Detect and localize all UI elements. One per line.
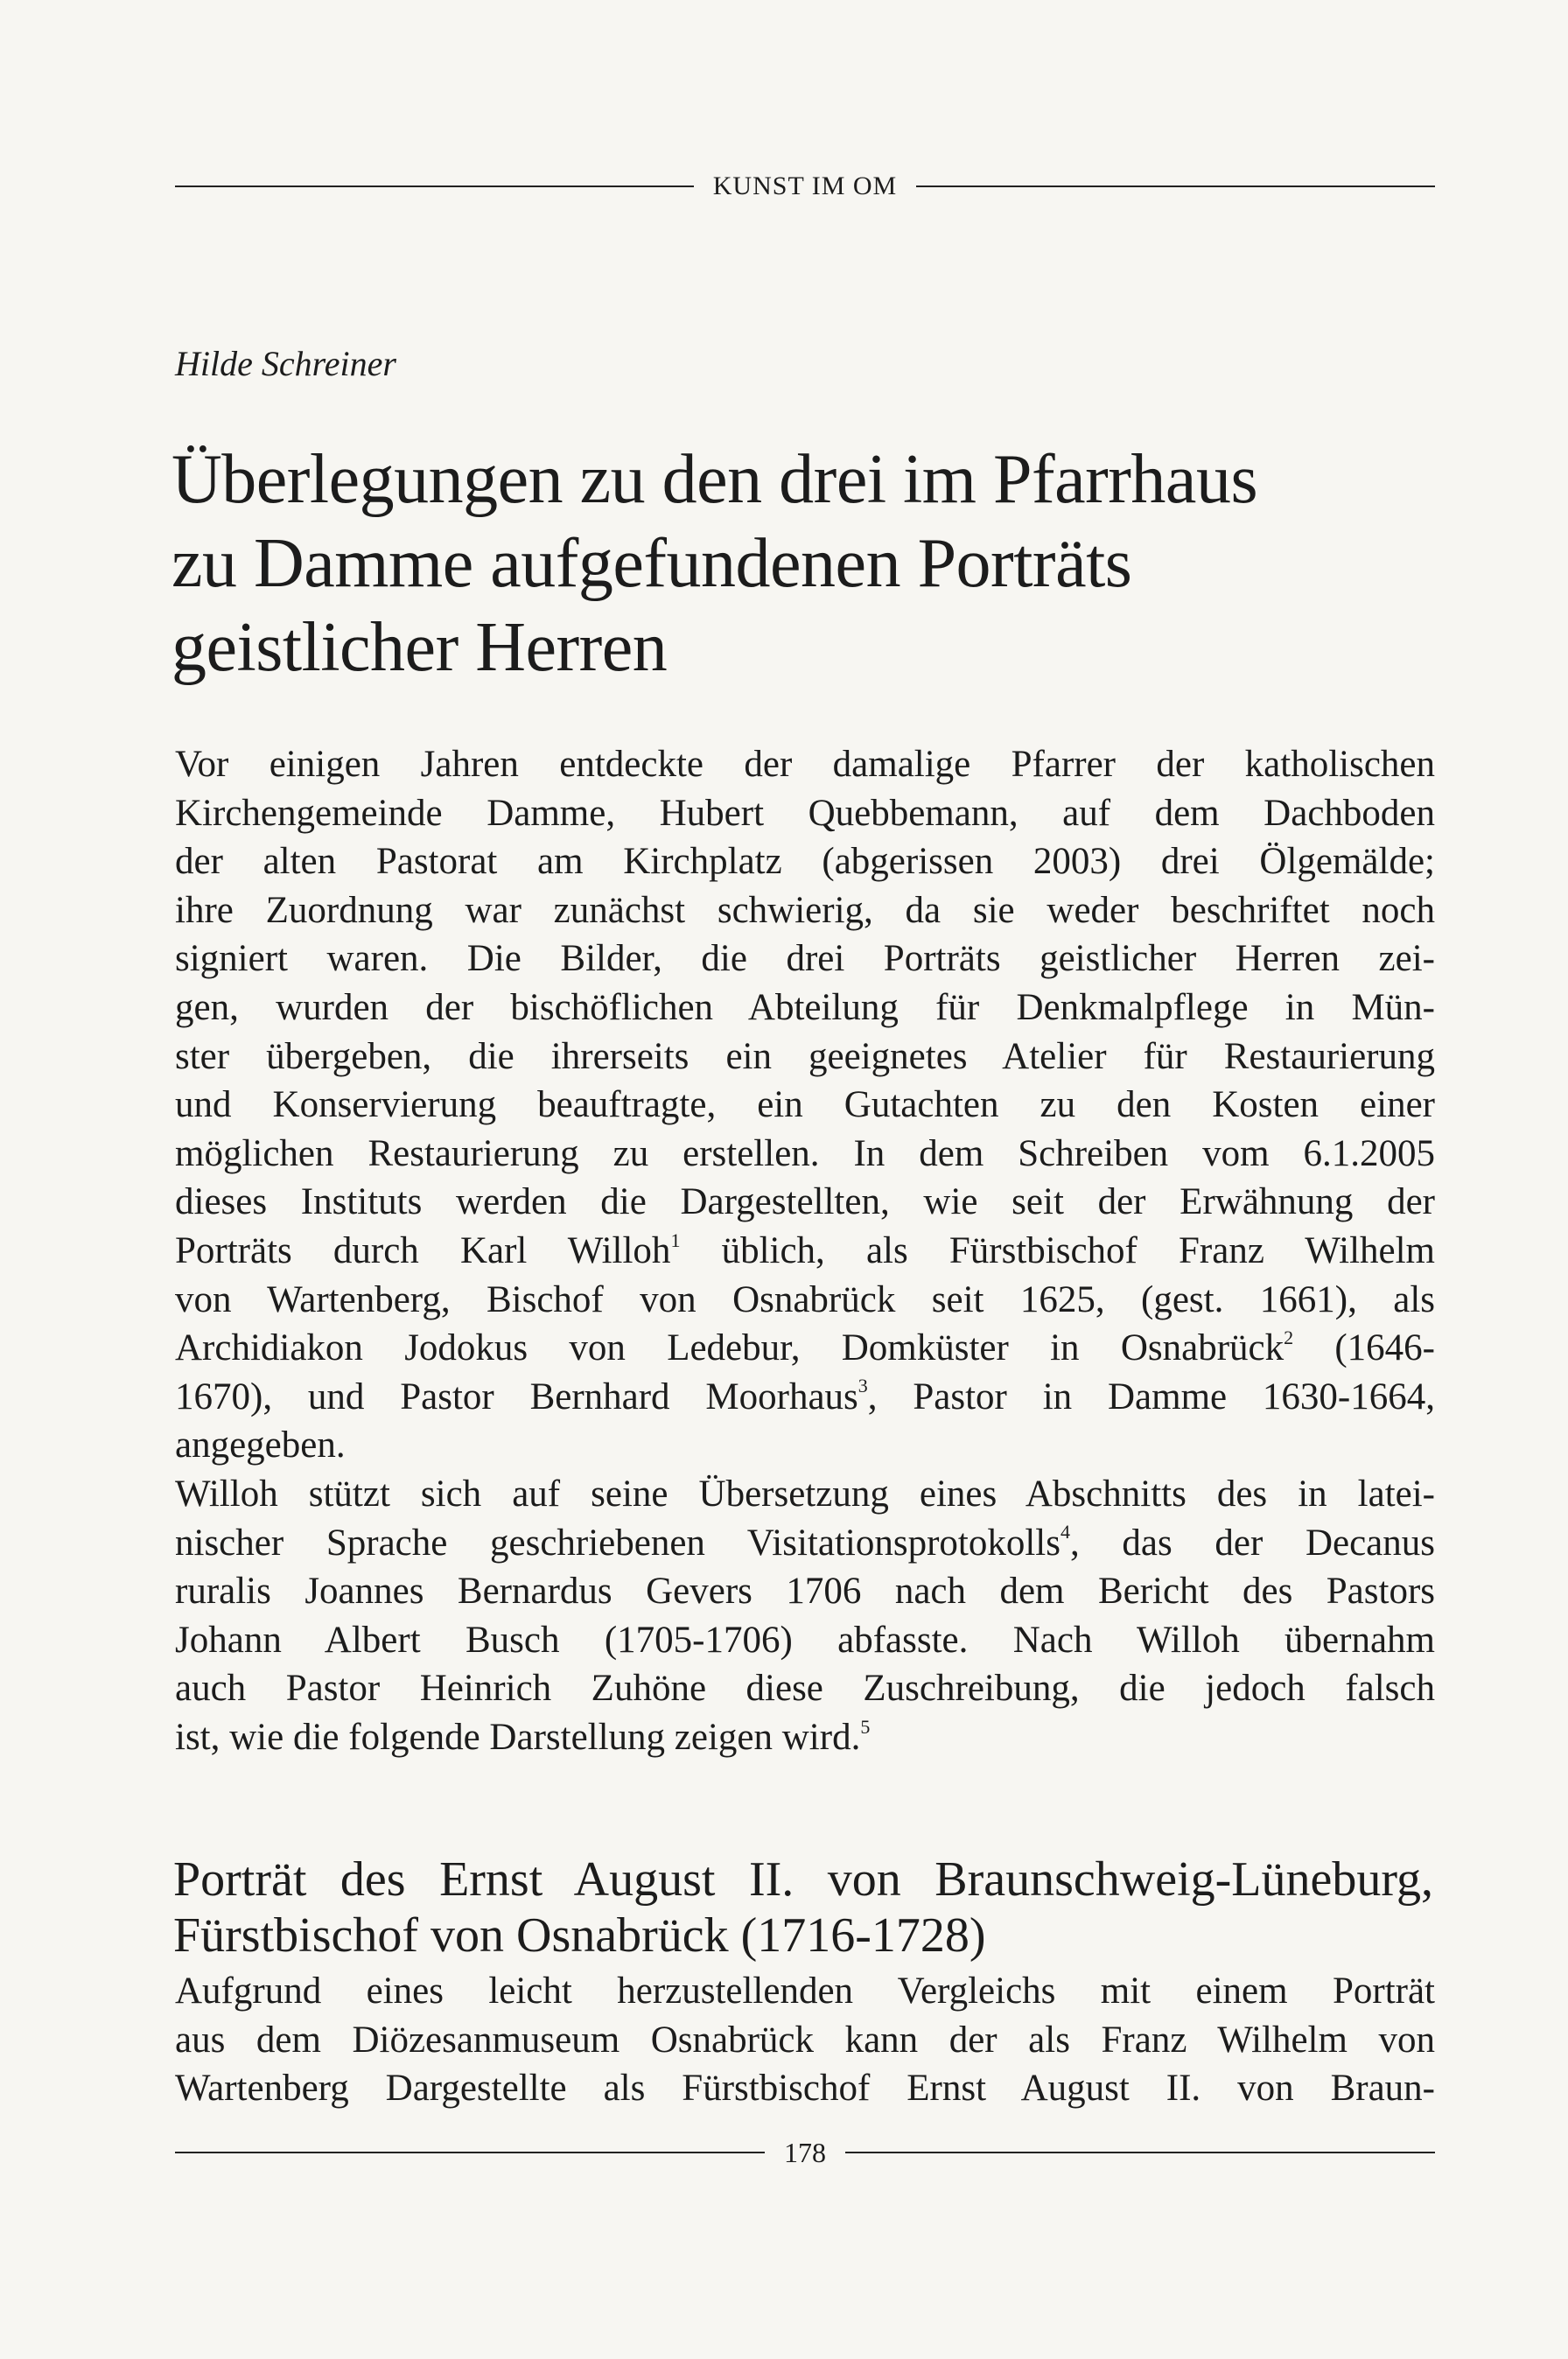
body-text-intro: [175, 740, 1435, 1761]
text-line: gen, wurden der bischöflichen Abteilung für Denkmalpflege in Mün-: [175, 986, 1435, 1028]
text-line: von Wartenberg, Bischof von Osnabrück seit 1625, (gest. 1661), als: [175, 1278, 1435, 1320]
text-line: Kirchengemeinde Damme, Hubert Quebbemann, auf dem Dachboden: [175, 792, 1435, 834]
footnote-mark: 2: [1284, 1326, 1294, 1348]
text-segment: Archidiakon Jodokus von Ledebur, Domküster in Osnabrück: [175, 1327, 1284, 1369]
footer-rule-right: [845, 2152, 1435, 2153]
title-line: zu Damme aufgefundenen Porträts: [172, 525, 1132, 602]
section-heading: [173, 1852, 1433, 1964]
text-segment: , das der Decanus: [1069, 1522, 1435, 1564]
text-line: [175, 1227, 1435, 1276]
text-line: ruralis Joannes Bernardus Gevers 1706 nach dem Bericht des Pastors: [175, 1571, 1435, 1613]
footnote-mark: 5: [860, 1715, 871, 1738]
text-line: signiert waren. Die Bilder, die drei Porträts geistlicher Herren zei-: [175, 938, 1435, 980]
text-line: dieses Instituts werden die Dargestellten, wie seit der Erwähnung der: [175, 1181, 1435, 1223]
text-line: und Konservierung beauftragte, ein Gutachten zu den Kosten einer: [175, 1084, 1435, 1126]
text-line: Aufgrund eines leicht herzustellenden Vergleichs mit einem Porträt: [175, 1970, 1435, 2012]
text-line: [175, 1373, 1435, 1422]
text-segment: ist, wie die folgende Darstellung zeigen wird.: [175, 1716, 861, 1758]
title-line: geistlicher Herren: [172, 609, 668, 686]
text-line: auch Pastor Heinrich Zuhöne diese Zuschreibung, die jedoch falsch: [175, 1668, 1435, 1710]
text-line: angegeben.: [175, 1424, 346, 1466]
text-line: möglichen Restaurierung zu erstellen. In dem Schreiben vom 6.1.2005: [175, 1132, 1435, 1174]
text-segment: , Pastor in Damme 1630-1664,: [867, 1376, 1436, 1418]
section-heading-line: Fürstbischof von Osnabrück (1716-1728): [173, 1908, 986, 1963]
article-title: [172, 438, 1432, 690]
text-line: [175, 1519, 1435, 1568]
page-number: 178: [784, 2137, 826, 2168]
text-line: Vor einigen Jahren entdeckte der damalige Pfarrer der katholischen: [175, 744, 1435, 785]
footnote-mark: 3: [858, 1375, 868, 1397]
author-name: Hilde Schreiner: [175, 344, 396, 383]
running-header: [175, 173, 1435, 200]
body-text-section: [175, 1967, 1435, 2113]
text-segment: 1670), und Pastor Bernhard Moorhaus: [175, 1376, 858, 1418]
running-title: KUNST IM OM: [712, 172, 898, 200]
footnote-mark: 4: [1060, 1521, 1070, 1544]
section-heading-line: Porträt des Ernst August II. von Braunschweig-Lüneburg,: [173, 1852, 1433, 1907]
title-line: Überlegungen zu den drei im Pfarrhaus: [172, 441, 1258, 518]
text-line: Johann Albert Busch (1705-1706) abfasste. Nach Willoh übernahm: [175, 1619, 1435, 1661]
footnote-mark: 1: [670, 1228, 681, 1251]
text-line: aus dem Diözesanmuseum Osnabrück kann der als Franz Wilhelm von: [175, 2019, 1435, 2061]
text-line: ihre Zuordnung war zunächst schwierig, da sie weder beschriftet noch: [175, 889, 1435, 931]
text-line: [175, 1713, 1435, 1762]
page-footer: [175, 2138, 1435, 2166]
text-segment: nischer Sprache geschriebenen Visitationsprotokolls: [175, 1522, 1060, 1564]
text-segment: Porträts durch Karl Willoh: [175, 1229, 671, 1271]
header-rule-right: [916, 186, 1435, 187]
text-line: Willoh stützt sich auf seine Übersetzung eines Abschnitts des in latei-: [175, 1473, 1435, 1515]
text-line: der alten Pastorat am Kirchplatz (abgerissen 2003) drei Ölgemälde;: [175, 841, 1435, 883]
header-rule-left: [175, 186, 694, 187]
text-segment: üblich, als Fürstbischof Franz Wilhelm: [680, 1229, 1435, 1271]
text-segment: (1646-: [1293, 1327, 1435, 1369]
text-line: [175, 1324, 1435, 1373]
text-line: Wartenberg Dargestellte als Fürstbischof Ernst August II. von Braun-: [175, 2068, 1435, 2110]
footer-rule-left: [175, 2152, 765, 2153]
text-line: ster übergeben, die ihrerseits ein geeignetes Atelier für Restaurierung: [175, 1035, 1435, 1077]
